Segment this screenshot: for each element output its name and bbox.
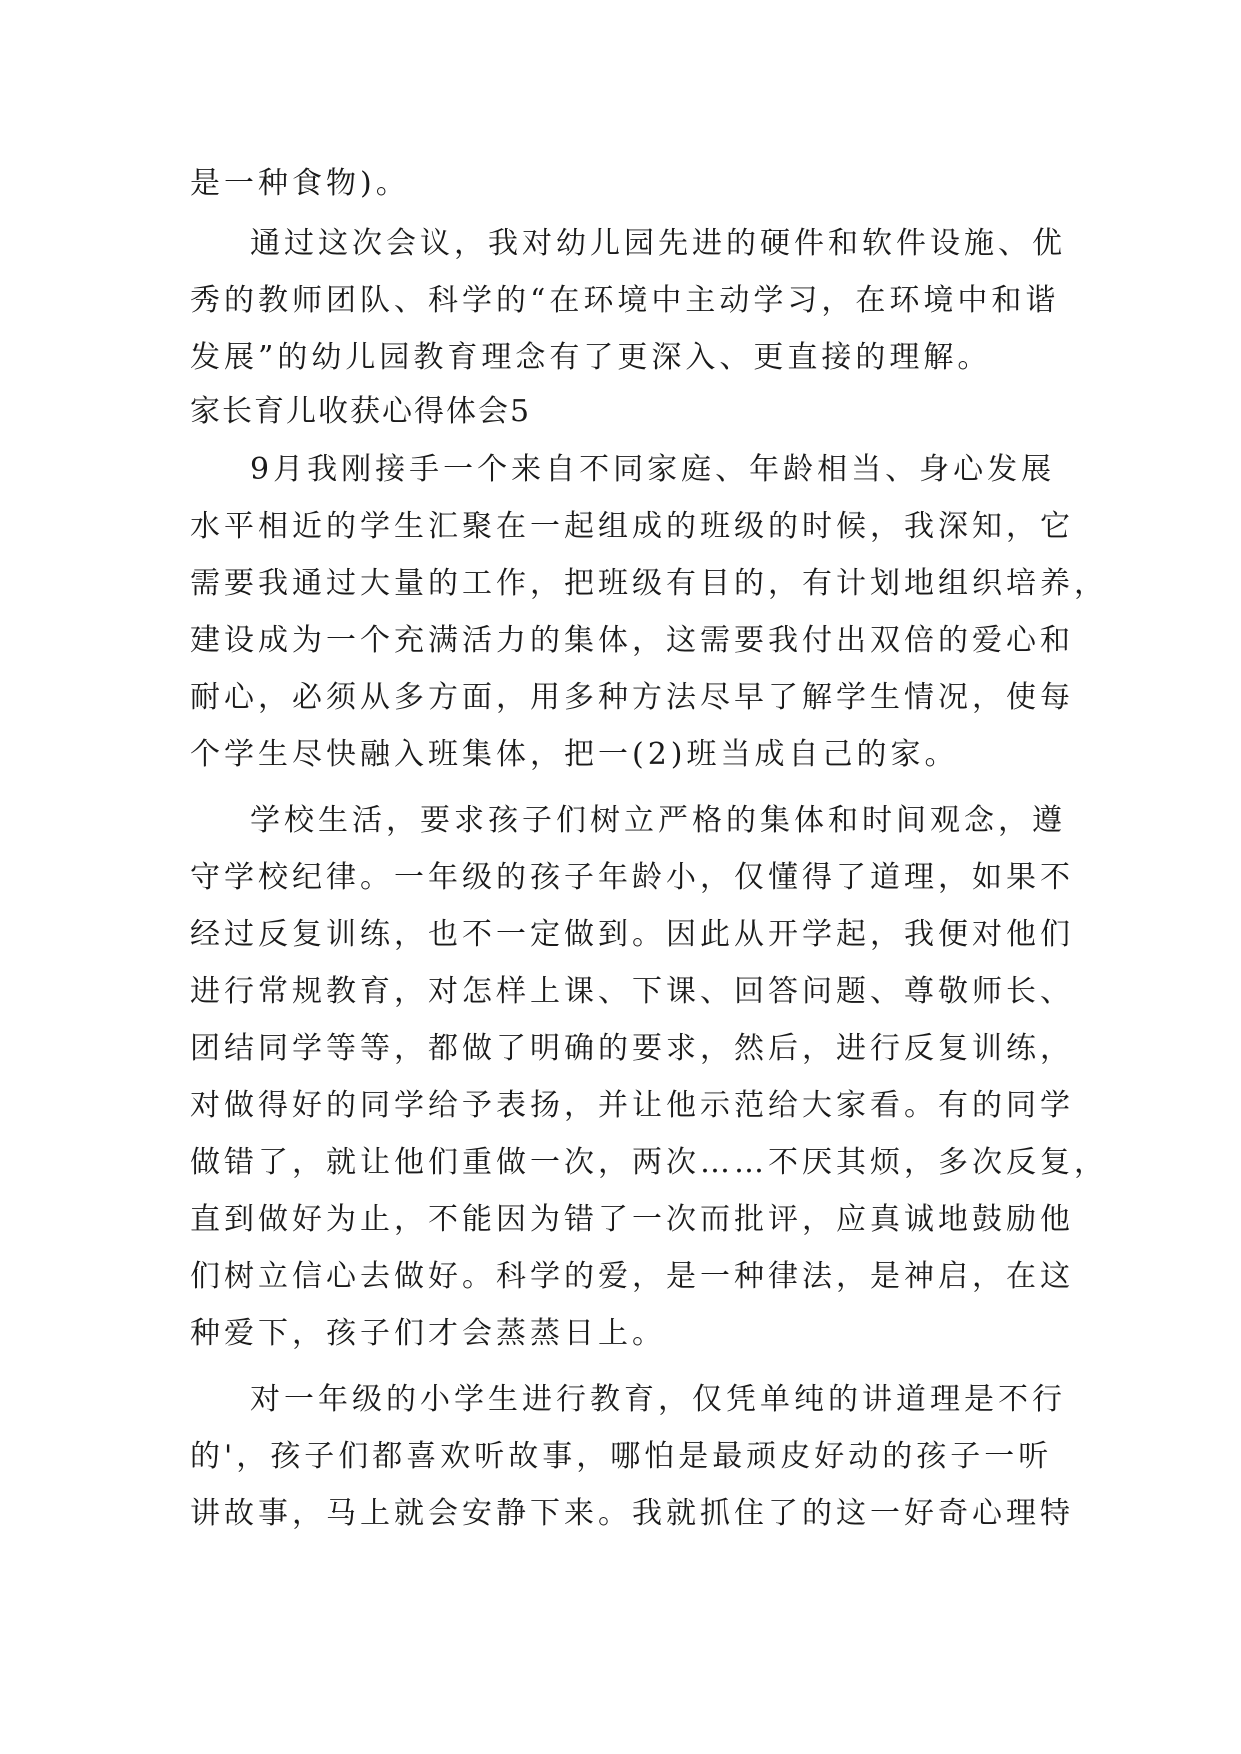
text-line: 的'，孩子们都喜欢听故事，哪怕是最顽皮好动的孩子一听 — [190, 1439, 1053, 1474]
text-line: 耐心，必须从多方面，用多种方法尽早了解学生情况，使每 — [190, 680, 1074, 715]
text-line: 发展”的幼儿园教育理念有了更深入、更直接的理解。 — [190, 340, 992, 375]
text-line: 做错了，就让他们重做一次，两次……不厌其烦，多次反复， — [190, 1145, 1108, 1180]
text-line: 讲故事，马上就会安静下来。我就抓住了的这一好奇心理特 — [190, 1496, 1074, 1531]
text-line: 种爱下，孩子们才会蒸蒸日上。 — [190, 1316, 666, 1351]
text-line: 直到做好为止，不能因为错了一次而批评，应真诚地鼓励他 — [190, 1202, 1074, 1237]
text-line: 守学校纪律。一年级的孩子年龄小，仅懂得了道理，如果不 — [190, 860, 1074, 895]
text-line: 建设成为一个充满活力的集体，这需要我付出双倍的爱心和 — [190, 623, 1074, 658]
text-line: 对做得好的同学给予表扬，并让他示范给大家看。有的同学 — [190, 1088, 1074, 1123]
section-heading: 家长育儿收获心得体会5 — [190, 394, 532, 429]
text-line: 是一种食物)。 — [190, 166, 410, 201]
paragraph-first-line: 9月我刚接手一个来自不同家庭、年龄相当、身心发展 — [250, 452, 1056, 487]
text-line: 经过反复训练，也不一定做到。因此从开学起，我便对他们 — [190, 917, 1074, 952]
text-line: 秀的教师团队、科学的“在环境中主动学习，在环境中和谐 — [190, 283, 1060, 318]
paragraph-first-line: 通过这次会议，我对幼儿园先进的硬件和软件设施、优 — [250, 226, 1066, 261]
paragraph-first-line: 对一年级的小学生进行教育，仅凭单纯的讲道理是不行 — [250, 1382, 1066, 1417]
text-line: 个学生尽快融入班集体，把一(2)班当成自己的家。 — [190, 737, 959, 772]
text-line: 需要我通过大量的工作，把班级有目的，有计划地组织培养， — [190, 566, 1108, 601]
text-line: 水平相近的学生汇聚在一起组成的班级的时候，我深知，它 — [190, 509, 1074, 544]
paragraph-first-line: 学校生活，要求孩子们树立严格的集体和时间观念，遵 — [250, 803, 1066, 838]
text-line: 团结同学等等，都做了明确的要求，然后，进行反复训练， — [190, 1031, 1074, 1066]
text-line: 们树立信心去做好。科学的爱，是一种律法，是神启，在这 — [190, 1259, 1074, 1294]
text-line: 进行常规教育，对怎样上课、下课、回答问题、尊敬师长、 — [190, 974, 1074, 1009]
